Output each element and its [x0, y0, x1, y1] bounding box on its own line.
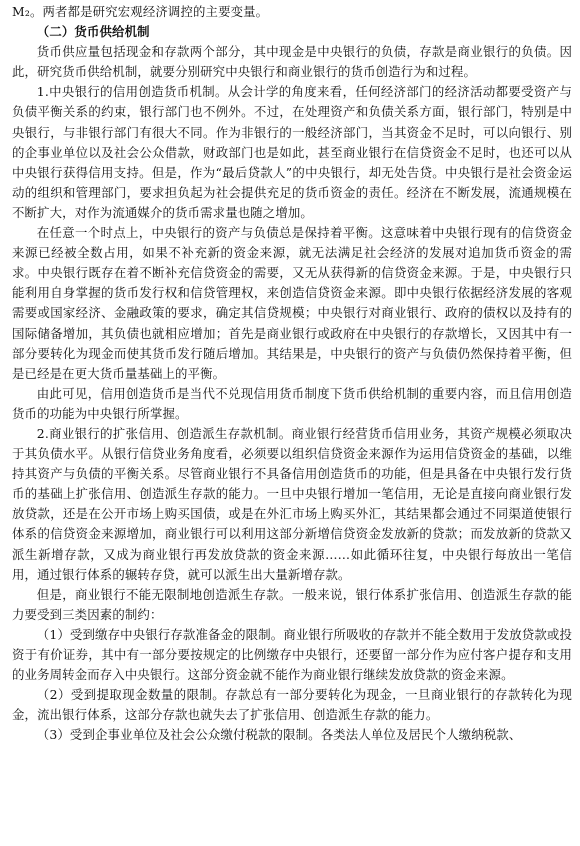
paragraph-balance: 在任意一个时点上，中央银行的资产与负债总是保持着平衡。这意味着中央银行现有的信贷资金来源已经被全数占用，如果不补充新的资金来源，就无法满足社会经济的发展对追加货币资金的需求。中央银行既存在着不断补充信贷资金的需要，又无从获得新的信贷资金来源。于是，中央银行只能利用自身掌握的货币发行权和信贷管理权，来创造信贷资金来源。即中央银行依据经济发展的客观需要或国家经济、金融政策的要求，确定其信贷规模；中央银行对商业银行、政府的债权以及持有的国际储备增加，其负债也就相应增加；首先是商业银行或政府在中央银行的存款增长，又因其中有一部分要转化为现金而使其货币发行随后增加。其结果是，中央银行的资产与负债仍然保持着平衡，但是已经是在更大货币量基础上的平衡。: [12, 225, 572, 381]
text-line-m2: M₂。两者都是研究宏观经济调控的主要变量。: [12, 4, 269, 19]
paragraph-cash-limit: （2）受到提取现金数量的限制。存款总有一部分要转化为现金，一旦商业银行的存款转化为现金，流出银行体系，这部分存款也就失去了扩张信用、创造派生存款的能力。: [12, 687, 572, 723]
document-page: [0, 2, 580, 846]
paragraph-reserve-limit: （1）受到缴存中央银行存款准备金的限制。商业银行所吸收的存款并不能全数用于发放贷款或投资于有价证券，其中有一部分要按规定的比例缴存中央银行，还要留一部分作为应付客户提存和支用的业务周转金而存入中央银行。这部分资金就不能作为商业银行继续发放贷款的资金来源。: [12, 626, 572, 683]
paragraph-limits-intro: 但是，商业银行不能无限制地创造派生存款。一般来说，银行体系扩张信用、创造派生存款的能力要受到三类因素的制约：: [12, 586, 572, 622]
paragraph-money-supply: 货币供应量包括现金和存款两个部分，其中现金是中央银行的负债，存款是商业银行的负债。因此，研究货币供给机制，就要分别研究中央银行和商业银行的货币创造行为和过程。: [12, 44, 572, 80]
paragraph-central-bank-credit: 1.中央银行的信用创造货币机制。从会计学的角度来看，任何经济部门的经济活动都要受资产与负债平衡关系的约束，银行部门也不例外。不过，在处理资产和负债关系方面，银行部门，特别是中央银行，与非银行部门有很大不同。作为非银行的一般经济部门，当其资金不足时，可以向银行、别的企事业单位以及社会公众借款，财政部门也是如此，甚至商业银行在信贷资金不足时，也还可以从中央银行获得信用支持。但是，作为“最后贷款人”的中央银行，却无处告贷。中央银行是社会资金运动的组织和管理部门，要求担负起为社会提供充足的货币资金的责任。经济在不断发展，流通规模在不断扩大，对作为流通媒介的货币需求量也随之增加。: [12, 84, 572, 220]
paragraph-tax-limit: （3）受到企事业单位及社会公众缴付税款的限制。各类法人单位及居民个人缴纳税款、: [36, 727, 522, 743]
section-heading: （二）货币供给机制: [36, 24, 150, 40]
paragraph-conclusion: 由此可见，信用创造货币是当代不兑现信用货币制度下货币供给机制的重要内容，而且信用创造货币的功能为中央银行所掌握。: [12, 385, 572, 421]
paragraph-commercial-bank: 2.商业银行的扩张信用、创造派生存款机制。商业银行经营货币信用业务，其资产规模必须取决于其负债水平。从银行信贷业务角度看，必须要以组织信贷资金来源作为运用信贷资金的基础，以维持其资产与负债的平衡关系。尽管商业银行不具备信用创造货币的功能，但是具备在中央银行发行货币的基础上扩张信用、创造派生存款的能力。一旦中央银行增加一笔信用，无论是直接向商业银行发放贷款，还是在公开市场上购买国债，或是在外汇市场上购买外汇，其结果都会通过不同渠道使银行体系的信贷资金来源增加，商业银行可以利用这部分新增信贷资金发放新的贷款；而发放新的贷款又派生新增存款，又成为商业银行再发放贷款的资金来源……如此循环往复，中央银行每放出一笔信用，通过银行体系的辗转存贷，就可以派生出大量新增存款。: [12, 425, 572, 582]
